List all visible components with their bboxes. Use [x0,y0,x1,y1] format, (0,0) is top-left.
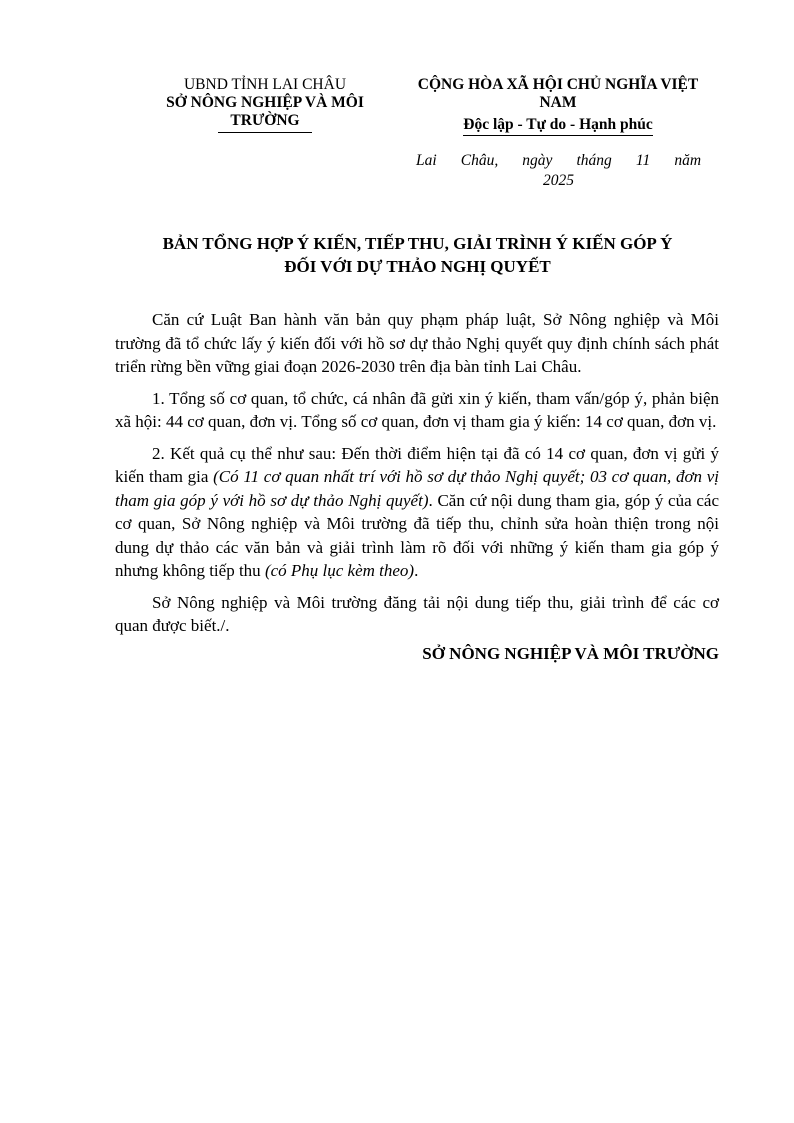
issuing-authority-block [140,76,390,133]
results-text-a: 2. Kết quả cụ thể như sau: Đến thời điểm hiện tại đã có 14 cơ quan, đơn vị gửi ý kiến tham gia [115,443,719,486]
document-body [115,308,719,665]
date-month-label: tháng [576,152,612,169]
title-line-2: ĐỐI VỚI DỰ THẢO NGHỊ QUYẾT [284,257,551,276]
signature-block: SỞ NÔNG NGHIỆP VÀ MÔI TRƯỜNG [422,643,719,663]
date-place-day: Lai Châu, ngày [416,152,553,169]
date-month: 11 [635,152,651,169]
results-text-c: . Căn cứ nội dung tham gia, góp ý của các cơ quan, Sở Nông nghiệp và Môi trường đã tiếp thu, chỉnh sửa hoàn thiện trong nội dung dự thảo các văn bản và giải trình làm rõ đối với những ý kiến tham gia góp ý nhưng không tiếp thu [115,490,719,580]
department-name: SỞ NÔNG NGHIỆP VÀ MÔI TRƯỜNG [166,94,364,129]
parent-agency-name: UBND TỈNH LAI CHÂU [183,76,347,93]
document-date [416,151,701,171]
national-motto-block [400,76,716,136]
results-text-end: . [414,561,419,580]
date-year: 2025 [543,172,574,189]
paragraph-results [115,442,719,583]
header-divider [218,132,312,133]
paragraph-legal-basis: Căn cứ Luật Ban hành văn bản quy phạm pháp luật, Sở Nông nghiệp và Môi trường đã tổ chức lấy ý kiến đối với hồ sơ dự thảo Nghị quyết quy định chính sách phát triển rừng bền vững giai đoạn 2026-2030 trên địa bàn tỉnh Lai Châu. [115,310,719,376]
date-year-label: năm [674,152,702,169]
document-title [115,232,720,278]
appendix-note: (có Phụ lục kèm theo) [264,561,415,580]
national-motto: Độc lập - Tự do - Hạnh phúc [463,116,652,136]
results-italic-note: (Có 11 cơ quan nhất trí với hồ sơ dự thảo Nghị quyết; 03 cơ quan, đơn vị tham gia góp ý với hồ sơ dự thảo Nghị quyết) [115,467,719,510]
paragraph-total-consulted: 1. Tổng số cơ quan, tổ chức, cá nhân đã gửi xin ý kiến, tham vấn/góp ý, phản biện xã hội: 44 cơ quan, đơn vị. Tổng số cơ quan, đơn vị tham gia ý kiến: 14 cơ quan, đơn vị. [115,388,719,431]
title-line-1: BẢN TỔNG HỢP Ý KIẾN, TIẾP THU, GIẢI TRÌNH Ý KIẾN GÓP Ý [162,234,673,253]
paragraph-publication: Sở Nông nghiệp và Môi trường đăng tải nội dung tiếp thu, giải trình để các cơ quan được biết./. [115,592,719,635]
nation-name: CỘNG HÒA XÃ HỘI CHỦ NGHĨA VIỆT NAM [417,76,699,111]
